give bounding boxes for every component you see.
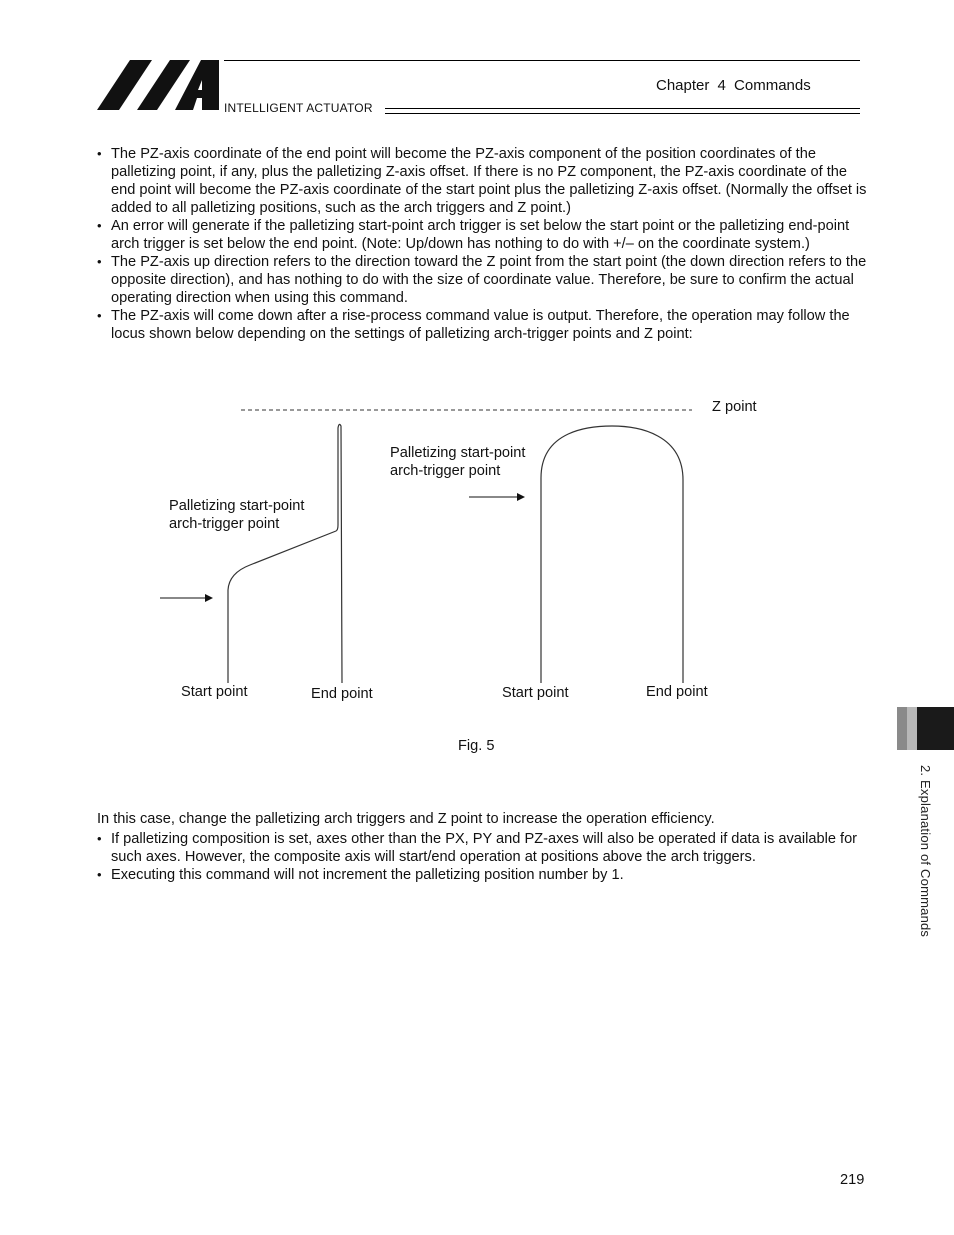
iai-logo-icon <box>97 58 222 112</box>
bullet-item: • Executing this command will not increment the palletizing position number by 1. <box>97 866 867 884</box>
left-trigger-label-1: Palletizing start-point <box>169 498 305 514</box>
side-tab-label: 2. Explanation of Commands <box>918 765 933 938</box>
page-number: 219 <box>840 1172 865 1188</box>
bullet-item: • The PZ-axis will come down after a rise-process command value is output. Therefore, the operation may follow the locus shown below depending on the settings of palletizing arch-trigger points and Z point: <box>97 307 867 343</box>
bullet-item: • If palletizing composition is set, axes other than the PX, PY and PZ-axes will also be operated if data is available for such axes. However, the composite axis will start/end operation at positions above the arch triggers. <box>97 830 867 866</box>
side-tab-gray-dark <box>897 707 907 750</box>
bullet-item: • An error will generate if the palletizing start-point arch trigger is set below the start point or the palletizing end-point arch trigger is set below the end point. (Note: Up/down has nothing to do with +/– on the coordinate system.) <box>97 217 867 253</box>
z-point-label: Z point <box>712 399 757 415</box>
brand-name: INTELLIGENT ACTUATOR <box>224 101 373 115</box>
right-end-point-label: End point <box>646 684 708 700</box>
locus-diagram <box>150 395 790 710</box>
figure-caption: Fig. 5 <box>458 738 495 754</box>
left-locus-path <box>228 424 342 683</box>
side-tab-gray-light <box>907 707 917 750</box>
bullet-list-top <box>97 145 867 343</box>
paragraph-case: In this case, change the palletizing arch triggers and Z point to increase the operation efficiency. <box>97 811 715 827</box>
header-rule <box>385 108 860 114</box>
bullet-list-bottom <box>97 830 867 884</box>
bullet-item: • The PZ-axis up direction refers to the direction toward the Z point from the start point (the down direction refers to the opposite direction), and has nothing to do with the size of coordinate value. Therefore, be sure to confirm the actual operating direction when using this command. <box>97 253 867 307</box>
chapter-title: Chapter 4 Commands <box>656 77 811 94</box>
left-start-point-label: Start point <box>181 684 248 700</box>
right-trigger-label-1: Palletizing start-point <box>390 445 526 461</box>
header-top-line <box>224 60 860 61</box>
bullet-item: • The PZ-axis coordinate of the end point will become the PZ-axis component of the position coordinates of the palletizing point, if any, plus the palletizing Z-axis offset. If there is no PZ component, the PZ-axis coordinate of the end point will become the PZ-axis coordinate of the start point plus the palletizing Z-axis offset. (Normally the offset is added to all palletizing positions, such as the arch triggers and Z point.) <box>97 145 867 217</box>
side-tab-black <box>917 707 954 750</box>
right-locus-path <box>541 426 683 683</box>
left-trigger-label-2: arch-trigger point <box>169 516 280 532</box>
left-end-point-label: End point <box>311 686 373 702</box>
right-start-point-label: Start point <box>502 685 569 701</box>
right-trigger-label-2: arch-trigger point <box>390 463 501 479</box>
